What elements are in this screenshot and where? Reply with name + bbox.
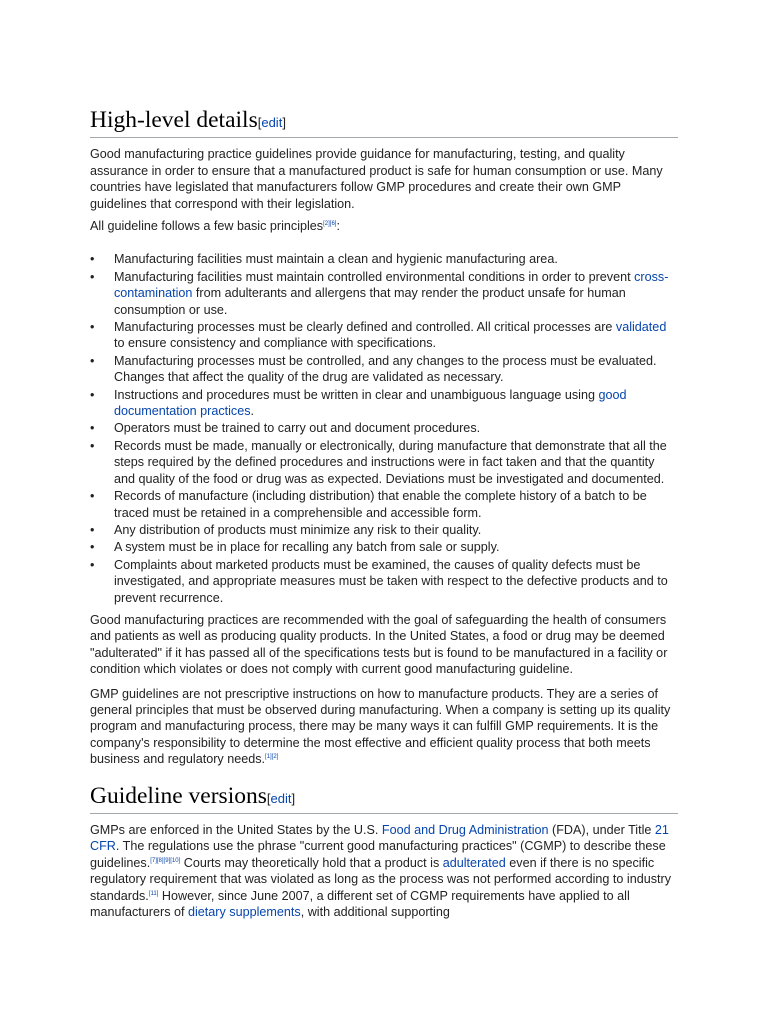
edit-section-link[interactable]: edit [261,115,283,130]
section-heading-guideline-versions [90,782,678,814]
paragraph-intro: Good manufacturing practice guidelines provide guidance for manufacturing, testing, and quality assurance in order to ensure that a manufactured product is safe for human consumption or use. Many countries have legislated that manufacturers follow GMP procedures and create their own GMP guidelines that correspond with their legislation. [90,147,663,211]
paragraph-enforcement: GMPs are enforced in the United States by the U.S. Food and Drug Administration (FDA), under Title 21 CFR. The regulations use the phrase "current good manufacturing practices" (CGMP) to describe these guidelines.[7][8][9][10] Courts may theoretically hold that a product is adulterated even if there is no specific regulatory requirement that was violated as long as the process was not performed according to industry standards.[11] However, since June 2007, a different set of CGMP requirements have applied to all manufacturers of dietary supplements, with additional supporting [90,822,672,919]
principles-list [90,251,678,606]
citation-link[interactable]: [1][2] [265,754,279,761]
link-adulterated[interactable]: adulterated [442,855,506,870]
section-title: High-level details [90,107,258,133]
section-title: Guideline versions [90,782,267,809]
edit-section-link[interactable]: edit [270,790,292,806]
link-good-documentation-practices[interactable]: good documentation practices [114,387,627,419]
link-dietary-supplements[interactable]: dietary supplements [188,905,301,919]
paragraph-recommended: Good manufacturing practices are recommended with the goal of safeguarding the health of consumers and patients as well as producing quality products. In the United States, a food or drug may be deemed "adulterated" if it has passed all of the specifications tests but is found to be manufactured in a facility or condition which violates or does not comply with current good manufacturing guideline. [90,612,668,677]
list-item: • Manufacturing facilities must maintain controlled environmental conditions in order to prevent cross-contamination from adulterants and allergens that may render the product unsafe for human consumption or use. [90,269,678,318]
list-item: • Manufacturing processes must be controlled, and any changes to the process must be evaluated. Changes that affect the quality of the drug are validated as necessary. [90,353,678,386]
article-content [90,106,678,920]
link-21-cfr[interactable]: 21 CFR [90,822,669,854]
link-cross-contamination[interactable]: cross-contamination [114,269,669,301]
list-item: • A system must be in place for recalling any batch from sale or supply. [90,539,678,555]
citation-link[interactable]: [2][6] [323,221,337,227]
list-item: • Manufacturing processes must be clearly defined and controlled. All critical processes are validated to ensure consistency and compliance with specifications. [90,319,678,352]
list-item: • Manufacturing facilities must maintain a clean and hygienic manufacturing area. [90,251,678,267]
link-validated[interactable]: validated [615,320,667,335]
list-item: • Records of manufacture (including distribution) that enable the complete history of a batch to be traced must be retained in a comprehensible and accessible form. [90,488,678,521]
citation-link[interactable]: [7][8][9][10] [150,857,181,864]
paragraph-principles: All guideline follows a few basic principles[2][6]: [90,219,340,233]
link-fda[interactable]: Food and Drug Administration [381,822,549,837]
list-item: • Records must be made, manually or electronically, during manufacture that demonstrate that all the steps required by the defined procedures and instructions were in fact taken and that the quantity and quality of the food or drug was as expected. Deviations must be investigated and documented. [90,438,678,487]
list-item: • Operators must be trained to carry out and document procedures. [90,420,678,436]
paragraph-not-prescriptive: GMP guidelines are not prescriptive instructions on how to manufacture products. They are a series of general principles that must be observed during manufacturing. When a company is setting up its quality program and manufacturing process, there may be many ways it can fulfill GMP requirements. It is the company's responsibility to determine the most effective and efficient quality process that both meets business and regulatory needs.[1][2] [90,686,671,767]
list-item: • Complaints about marketed products must be examined, the causes of quality defects must be investigated, and appropriate measures must be taken with respect to the defective products and to prevent recurrence. [90,557,678,606]
edit-section-link-wrapper: [edit] [266,790,296,806]
list-item: • Any distribution of products must minimize any risk to their quality. [90,522,678,538]
edit-section-link-wrapper: [edit] [257,115,286,130]
section-heading-high-level-details [90,106,678,138]
list-item: • Instructions and procedures must be written in clear and unambiguous language using good documentation practices. [90,387,678,420]
citation-link[interactable]: [11] [148,890,159,897]
